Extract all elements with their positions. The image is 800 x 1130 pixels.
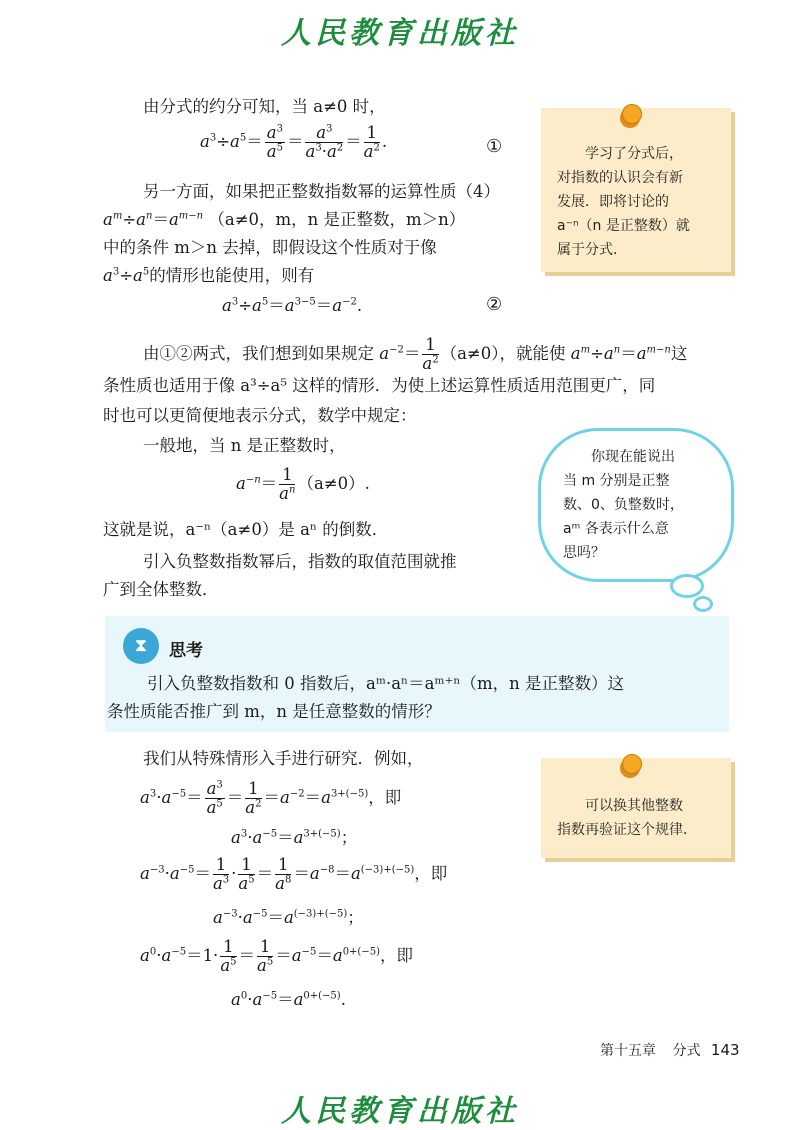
paragraph-1	[143, 95, 386, 119]
cloud-line: 你现在能说出	[591, 449, 675, 465]
p2-line-4-text: 的情形也能使用，则有	[149, 266, 315, 285]
think-line-2: 条性质能否推广到 m，n 是任意整数的情形？	[107, 702, 441, 721]
p2-line-4: $a^3\div a^5$的情形也能使用，则有	[103, 266, 315, 285]
ji-text: ，即	[368, 788, 402, 807]
publisher-logo-header: 人民教育出版社	[281, 16, 519, 51]
publisher-logo-footer: 人民教育出版社	[281, 1094, 519, 1129]
p1-condition: a≠0 时，	[313, 97, 386, 116]
definition-condition: （a≠0）.	[297, 474, 370, 493]
thought-bubble-dot	[670, 574, 704, 598]
pushpin-icon	[622, 104, 642, 124]
equation-2: $a^3\div a^5=a^{3-5}=a^{-2}$.	[222, 296, 363, 315]
page-number: 143	[710, 1041, 740, 1059]
ji-text: ，即	[379, 946, 413, 965]
p2-line-3: 中的条件 m＞n 去掉，即假设这个性质对于像	[103, 238, 437, 257]
p6-line-2: 广到全体整数．	[103, 580, 219, 599]
note1-line: 发展．即将讨论的	[557, 194, 669, 210]
side-note-1	[541, 108, 731, 272]
definition-formula: $a^{-n}=$ $\frac{1}{a^n}$ （a≠0）.	[236, 465, 370, 503]
thought-bubble-dot	[693, 596, 713, 612]
note1-line: 学习了分式后，	[585, 146, 683, 162]
note1-line: a⁻ⁿ（n 是正整数）就	[557, 218, 690, 234]
p1-text: 由分式的约分可知，当	[143, 97, 308, 116]
example-1: $a^3\cdot a^{-5}=$ $\frac{a^3}{a^5}$ ＝ $\frac{1}{a^2}$ $=a^{-2}=a^{3+(-5)}$，即	[140, 779, 402, 817]
p3-line-2: 条性质也适用于像 a³÷a⁵ 这样的情形．为使上述运算性质适用范围更广，同	[103, 376, 656, 395]
example-3: $a^0\cdot a^{-5}=1\cdot$ $\frac{1}{a^5}$ ＝ $\frac{1}{a^5}$ $=a^{-5}=a^{0+(-5)}$，即	[140, 937, 413, 975]
cloud-line: aᵐ 各表示什么意	[563, 521, 669, 537]
pushpin-icon	[622, 754, 642, 774]
p3-text-c: 这	[670, 344, 688, 363]
p3-line-3: 时也可以更简便地表示分式，数学中规定：	[103, 406, 417, 425]
p3-line-1: 由①②两式，我们想到如果规定 $a^{-2}=$ $\frac{1}{a^2}$ （a≠0），就能使 $a^m\div a^n=a^{m-n}$这	[143, 335, 688, 373]
note2-line: 指数再验证这个规律．	[557, 822, 697, 838]
equation-2-label: ②	[486, 294, 503, 315]
footer-chapter: 第十五章	[600, 1043, 656, 1059]
hourglass-icon: ⧗	[123, 628, 159, 664]
think-line-1: 引入负整数指数和 0 指数后，aᵐ·aⁿ＝aᵐ⁺ⁿ（m，n 是正整数）这	[147, 674, 624, 693]
p4-line-1: 一般地，当 n 是正整数时，	[143, 436, 346, 455]
p7: 我们从特殊情形入手进行研究．例如，	[143, 749, 424, 768]
example-2-result: $a^{-3}\cdot a^{-5}=a^{(-3)+(-5)}$；	[213, 908, 364, 927]
p3-text-b: （a≠0），就能使	[440, 344, 566, 363]
example-1-result: $a^3\cdot a^{-5}=a^{3+(-5)}$；	[231, 828, 358, 847]
think-box	[105, 616, 729, 732]
p2-condition: （a≠0，m，n 是正整数，m＞n）	[208, 210, 466, 229]
thought-cloud	[538, 428, 734, 582]
example-3-result: $a^0\cdot a^{-5}=a^{0+(-5)}$.	[231, 990, 346, 1009]
p3-text-a: 由①②两式，我们想到如果规定	[143, 344, 374, 363]
example-2: $a^{-3}\cdot a^{-5}=$ $\frac{1}{a^3}$ · $\frac{1}{a^5}$ ＝ $\frac{1}{a^8}$ $=a^{-8}=a^{(-3)+(-5)}$，即	[140, 855, 448, 893]
cloud-line: 思吗？	[563, 545, 605, 561]
page-footer	[600, 1040, 740, 1060]
p2-line-1: 另一方面，如果把正整数指数幂的运算性质（4）	[143, 182, 500, 201]
p6-line-1: 引入负整数指数幂后，指数的取值范围就推	[143, 552, 457, 571]
think-title: 思考	[169, 641, 203, 661]
note1-line: 属于分式．	[557, 242, 627, 258]
p2-line-2: $a^m\div a^n=a^{m-n}$ （a≠0，m，n 是正整数，m＞n）	[103, 210, 466, 229]
cloud-line: 数、0、负整数时，	[563, 497, 684, 513]
note2-line: 可以换其他整数	[585, 798, 683, 814]
equation-1: $a^3\div a^5=$ $\frac{a^3}{a^5}$ ＝ $\frac{a^3}{a^3\cdot a^2}$ ＝ $\frac{1}{a^2}$ .	[200, 123, 388, 161]
note1-line: 对指数的认识会有新	[557, 170, 683, 186]
cloud-line: 当 m 分别是正整	[563, 473, 670, 489]
ji-text: ，即	[414, 864, 448, 883]
equation-1-label: ①	[486, 136, 503, 157]
footer-section: 分式	[672, 1043, 701, 1059]
p5: 这就是说，a⁻ⁿ（a≠0）是 aⁿ 的倒数．	[103, 520, 389, 539]
